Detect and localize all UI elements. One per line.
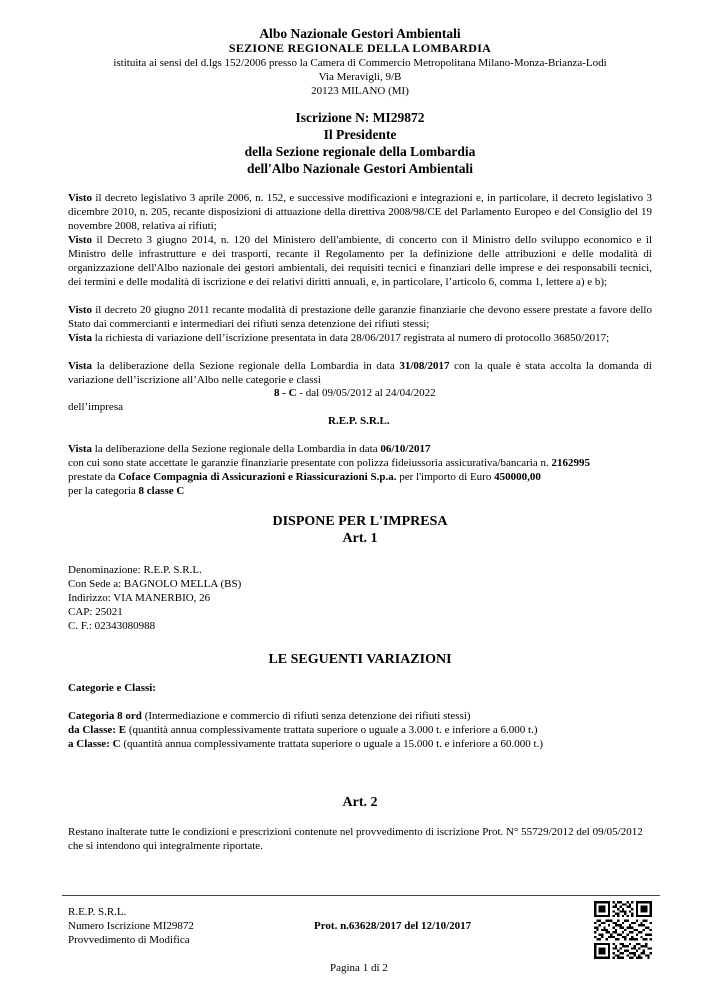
vista-6-line-2: [68, 456, 590, 470]
visto-text: il decreto 20 giugno 2011 recante modalità di prestazione delle garanzie finanziarie che devono essere prestate a favore dello Stato dai commercianti e intermediari dei rifiuti senza detenzione dei rifiuti stessi;: [68, 304, 652, 330]
vista-6-line-4: [68, 484, 184, 498]
header-istituita: istituita ai sensi del d.lgs 152/2006 presso la Camera di Commercio Metropolitana Milano-Monza-Brianza-Lodi: [113, 57, 607, 69]
visto-label: Visto: [68, 234, 93, 246]
insurance-company: Coface Compagnia di Assicurazioni e Riassicurazioni S.p.a.: [118, 471, 397, 483]
visto-text: il Decreto 3 giugno 2014, n. 120 del Ministero dell'ambiente, di concerto con il Ministro dello sviluppo economico e il Ministro delle infrastrutture e dei trasporti, recante il Regolamento per la definizione delle attribuzioni e delle modalità di organizzazione dell'Albo nazionale dei gestori ambientali, dei requisiti tecnici e finanziari delle imprese e dei responsabili tecnici, dei termini e delle modalità di iscrizione e dei relativi diritti annuali, e, in particolare, l’articolo 6, comma 1, lettere a) e b);: [68, 234, 652, 288]
a-classe-label: a Classe: C: [68, 738, 121, 750]
preamble-visto-3: [68, 303, 652, 331]
vista-6-line-3: [68, 470, 541, 484]
footer-numero: Numero Iscrizione MI29872: [68, 920, 194, 932]
categoria-label: Categoria 8 ord: [68, 710, 142, 722]
category-dates: - dal 09/05/2012 al 24/04/2022: [296, 387, 436, 399]
header-city: 20123 MILANO (MI): [311, 85, 409, 97]
albo-title: dell'Albo Nazionale Gestori Ambientali: [246, 161, 474, 176]
da-classe-line: [68, 723, 538, 737]
footer-page-number: Pagina 1 di 2: [330, 962, 388, 974]
deliberation-date: 06/10/2017: [380, 443, 431, 455]
presidente-title: Il Presidente: [323, 127, 397, 142]
categorie-classi-label: Categorie e Classi:: [68, 682, 156, 694]
footer-provvedimento: Provvedimento di Modifica: [68, 934, 190, 946]
variazioni-heading: LE SEGUENTI VARIAZIONI: [268, 652, 452, 667]
company-indirizzo: Indirizzo: VIA MANERBIO, 26: [68, 592, 211, 604]
footer-protocol: Prot. n.63628/2017 del 12/10/2017: [314, 920, 472, 932]
guarantee-amount: 450000,00: [494, 471, 541, 483]
guarantee-category: 8 classe C: [138, 485, 185, 497]
vista-text: per l'importo di Euro: [396, 471, 495, 483]
vista-text: la deliberazione della Sezione regionale della Lombardia in data: [92, 443, 381, 455]
vista-label: Vista: [68, 360, 93, 372]
vista-text: prestate da: [68, 471, 119, 483]
header-address: Via Meravigli, 9/B: [318, 71, 402, 83]
vista-label: Vista: [68, 332, 93, 344]
iscrizione-number: Iscrizione N: MI29872: [295, 110, 425, 125]
preamble-vista-5: [68, 359, 652, 387]
da-classe-label: da Classe: E: [68, 724, 127, 736]
company-denominazione: Denominazione: R.E.P. S.R.L.: [68, 564, 202, 576]
impresa-name: R.E.P. S.R.L.: [328, 415, 390, 427]
a-classe-line: [68, 737, 543, 751]
visto-text: il decreto legislativo 3 aprile 2006, n. 152, e successive modificazioni e integrazioni e, in particolare, il decreto legislativo 3 dicembre 2010, n. 205, recante disposizioni di attuazione della direttiva 2008/98/CE del Parlamento Europeo e del Consiglio del 19 novembre 2008, relativa ai rifiuti;: [68, 192, 652, 232]
a-classe-desc: (quantità annua complessivamente trattata superiore o uguale a 15.000 t. e inferiore a 60.000 t.): [120, 738, 543, 750]
vista-text: per la categoria: [68, 485, 139, 497]
categoria-line: [68, 709, 471, 723]
vista-text: con cui sono state accettate le garanzie finanziarie presentate con polizza fideiussoria assicurativa/bancaria n.: [68, 457, 552, 469]
deliberation-date: 31/08/2017: [399, 360, 450, 372]
vista-text: con la quale è stata accolta la domanda di variazione dell’iscrizione all’Albo nelle categorie e classi: [68, 360, 652, 386]
preamble-visto-2: [68, 233, 652, 289]
company-cap: CAP: 25021: [68, 606, 123, 618]
vista-6-line-1: [68, 442, 431, 456]
da-classe-desc: (quantità annua complessivamente trattata superiore o uguale a 3.000 t. e inferiore a 6.000 t.): [126, 724, 538, 736]
vista-text: la deliberazione della Sezione regionale della Lombardia in data: [92, 360, 400, 372]
footer-company: R.E.P. S.R.L.: [68, 906, 127, 918]
visto-label: Visto: [68, 192, 93, 204]
qr-code-icon: [594, 901, 652, 959]
visto-label: Visto: [68, 304, 93, 316]
category-period: [274, 386, 436, 400]
preamble-visto-1: [68, 191, 652, 233]
sezione-title: della Sezione regionale della Lombardia: [244, 144, 476, 159]
vista-label: Vista: [68, 443, 93, 455]
art-2-text: Restano inalterate tutte le condizioni e prescrizioni contenute nel provvedimento di iscrizione Prot. N° 55729/2012 del 09/05/2012 che si intendono qui integralmente riportate.: [68, 826, 643, 852]
header-sezione: SEZIONE REGIONALE DELLA LOMBARDIA: [228, 41, 492, 55]
header-albo-title: Albo Nazionale Gestori Ambientali: [259, 26, 461, 41]
preamble-vista-4: [68, 331, 652, 345]
polizza-number: 2162995: [551, 457, 590, 469]
dell-impresa: dell’impresa: [68, 401, 123, 413]
company-cf: C. F.: 02343080988: [68, 620, 156, 632]
art-2-heading: Art. 2: [342, 795, 378, 810]
footer-divider: [62, 895, 660, 896]
categoria-desc: (Intermediazione e commercio di rifiuti senza detenzione dei rifiuti stessi): [141, 710, 471, 722]
category-class: 8 - C: [274, 387, 297, 399]
vista-text: la richiesta di variazione dell’iscrizione presentata in data 28/06/2017 registrata al numero di protocollo 36850/2017;: [92, 332, 610, 344]
dispone-heading: DISPONE PER L'IMPRESA: [272, 514, 448, 529]
art-1-heading: Art. 1: [342, 531, 378, 546]
company-sede: Con Sede a: BAGNOLO MELLA (BS): [68, 578, 242, 590]
